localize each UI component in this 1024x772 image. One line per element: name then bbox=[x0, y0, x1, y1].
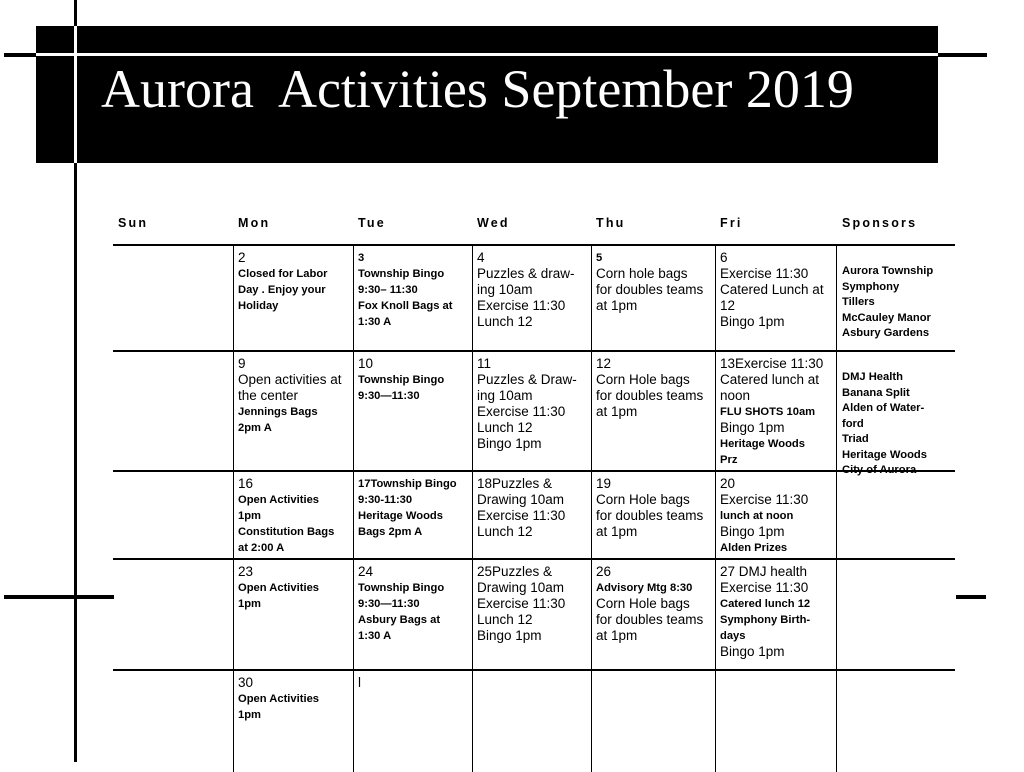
cell-line: Open Activities bbox=[238, 693, 320, 705]
cell-line: Heritage Woods bbox=[720, 438, 805, 450]
day-cell-tue bbox=[358, 250, 471, 330]
day-cell-fri bbox=[720, 250, 835, 330]
cell-line: Advisory Mtg 8:30 bbox=[596, 582, 693, 594]
cell-line: for doubles teams bbox=[596, 508, 704, 523]
sponsor-name: Asbury Gardens bbox=[842, 327, 930, 339]
cell-line: Symphony Birth- bbox=[720, 614, 811, 626]
cell-line: Closed for Labor bbox=[238, 268, 328, 280]
cell-line: l bbox=[358, 675, 361, 690]
cell-line: 9:30—11:30 bbox=[358, 598, 420, 610]
day-cell-wed bbox=[477, 250, 590, 330]
day-cell-tue bbox=[358, 564, 471, 644]
banner-inner-line bbox=[74, 26, 77, 163]
day-cell-thu bbox=[596, 356, 714, 420]
grid-col-line-5 bbox=[715, 244, 716, 772]
cell-line: 13Exercise 11:30 bbox=[720, 356, 824, 371]
cell-line: 1:30 A bbox=[358, 316, 392, 328]
cell-line: 20 bbox=[720, 476, 736, 491]
decor-top-right-line bbox=[937, 53, 987, 57]
cell-line: 1pm bbox=[238, 709, 262, 721]
banner-inner-hline bbox=[36, 53, 938, 56]
sponsor-name: Aurora Township bbox=[842, 265, 934, 277]
sponsor-name: Heritage Woods bbox=[842, 448, 927, 461]
cell-line: Bingo 1pm bbox=[720, 644, 785, 659]
header-wed: Wed bbox=[477, 216, 510, 230]
decor-mid-left-line bbox=[4, 595, 114, 599]
cell-line: 17Township Bingo bbox=[358, 478, 457, 490]
cell-line: at 2:00 A bbox=[238, 542, 285, 554]
cell-line: for doubles teams bbox=[596, 388, 704, 403]
cell-line: Catered lunch 12 bbox=[720, 598, 811, 610]
cell-line: 16 bbox=[238, 476, 254, 491]
cell-line: Corn Hole bags bbox=[596, 596, 690, 611]
cell-line: Bingo 1pm bbox=[477, 436, 542, 451]
cell-line: Township Bingo bbox=[358, 374, 445, 386]
cell-line: for doubles teams bbox=[596, 282, 704, 297]
cell-line: Asbury Bags at bbox=[358, 614, 441, 626]
cell-line: Exercise 11:30 bbox=[720, 492, 809, 507]
cell-line: Lunch 12 bbox=[477, 612, 533, 627]
cell-line: Holiday bbox=[238, 300, 279, 312]
grid-line-row-1 bbox=[113, 350, 955, 352]
day-cell-mon bbox=[238, 250, 352, 314]
day-cell-fri bbox=[720, 356, 835, 468]
cell-line: Bingo 1pm bbox=[720, 524, 785, 539]
cell-line: 2 bbox=[238, 250, 246, 265]
grid-line-top bbox=[113, 244, 955, 246]
cell-line: 30 bbox=[238, 675, 254, 690]
day-cell-tue bbox=[358, 476, 471, 540]
day-cell-fri bbox=[720, 564, 835, 660]
cell-line: Exercise 11:30 bbox=[720, 580, 809, 595]
sponsor-name: Banana Split bbox=[842, 386, 910, 399]
cell-line: days bbox=[720, 630, 746, 642]
cell-line: Puzzles & draw- bbox=[477, 266, 575, 281]
cell-line: 25Puzzles & bbox=[477, 564, 553, 579]
cell-line: Prz bbox=[720, 454, 738, 466]
day-cell-wed bbox=[477, 356, 590, 452]
day-cell-mon bbox=[238, 356, 352, 436]
sponsor-cell bbox=[842, 370, 957, 479]
grid-col-line-3 bbox=[472, 244, 473, 772]
header-tue: Tue bbox=[358, 216, 386, 230]
decor-top-left-line bbox=[4, 53, 38, 57]
cell-line: the center bbox=[238, 388, 299, 403]
cell-line: Exercise 11:30 bbox=[477, 596, 566, 611]
cell-line: Day . Enjoy your bbox=[238, 284, 326, 296]
cell-line: Lunch 12 bbox=[477, 524, 533, 539]
cell-line: Bingo 1pm bbox=[477, 628, 542, 643]
cell-line: 9:30– 11:30 bbox=[358, 284, 418, 296]
cell-line: for doubles teams bbox=[596, 612, 704, 627]
header-sponsors: Sponsors bbox=[842, 216, 918, 230]
decor-mid-right-line bbox=[956, 595, 986, 599]
grid-line-row-4 bbox=[113, 669, 955, 671]
day-cell-wed bbox=[477, 476, 590, 540]
cell-line: Bingo 1pm bbox=[720, 420, 785, 435]
cell-line: at 1pm bbox=[596, 524, 638, 539]
cell-line: 4 bbox=[477, 250, 485, 265]
sponsor-name: City of Aurora bbox=[842, 464, 917, 476]
sponsor-name: Alden of Water- bbox=[842, 402, 925, 414]
cell-line: 1pm bbox=[238, 598, 262, 610]
cell-line: 27 DMJ health bbox=[720, 564, 808, 579]
cell-line: 10 bbox=[358, 356, 374, 371]
cell-line: Puzzles & Draw- bbox=[477, 372, 577, 387]
cell-line: 23 bbox=[238, 564, 254, 579]
cell-line: 6 bbox=[720, 250, 728, 265]
cell-line: Corn hole bags bbox=[596, 266, 688, 281]
cell-line: Drawing 10am bbox=[477, 492, 565, 507]
sponsor-name: DMJ Health bbox=[842, 371, 903, 383]
cell-line: Drawing 10am bbox=[477, 580, 565, 595]
header-mon: Mon bbox=[238, 216, 271, 230]
cell-line: noon bbox=[720, 388, 751, 403]
cell-line: ing 10am bbox=[477, 388, 533, 403]
cell-line: Exercise 11:30 bbox=[477, 508, 566, 523]
sponsor-name: Symphony bbox=[842, 280, 900, 293]
sponsor-name: Tillers bbox=[842, 296, 875, 308]
cell-line: at 1pm bbox=[596, 404, 638, 419]
cell-line: Township Bingo bbox=[358, 268, 445, 280]
day-cell-thu bbox=[596, 250, 714, 314]
grid-col-line-6 bbox=[836, 244, 837, 772]
cell-line: Alden Prizes bbox=[720, 542, 788, 554]
day-cell-tue bbox=[358, 356, 471, 404]
grid-col-line-2 bbox=[353, 244, 354, 772]
day-cell-wed bbox=[477, 564, 590, 644]
day-cell-thu bbox=[596, 564, 714, 644]
cell-line: 12 bbox=[596, 356, 612, 371]
day-cell-tue bbox=[358, 675, 471, 691]
cell-line: Township Bingo bbox=[358, 582, 445, 594]
cell-line: Catered lunch at bbox=[720, 372, 820, 387]
day-cell-fri bbox=[720, 476, 835, 556]
cell-line: Bags 2pm A bbox=[358, 526, 423, 538]
cell-line: 9 bbox=[238, 356, 246, 371]
day-cell-thu bbox=[596, 476, 714, 540]
cell-line: at 1pm bbox=[596, 628, 638, 643]
cell-line: 5 bbox=[596, 252, 603, 264]
cell-line: FLU SHOTS 10am bbox=[720, 406, 816, 418]
cell-line: 11 bbox=[477, 356, 492, 371]
grid-line-row-2 bbox=[113, 470, 955, 472]
cell-line: Open Activities bbox=[238, 582, 320, 594]
grid-col-line-1 bbox=[233, 244, 234, 772]
cell-line: Corn Hole bags bbox=[596, 372, 690, 387]
cell-line: Heritage Woods bbox=[358, 510, 443, 522]
cell-line: Open activities at bbox=[238, 372, 342, 387]
grid-col-line-4 bbox=[591, 244, 592, 772]
cell-line: Lunch 12 bbox=[477, 314, 533, 329]
cell-line: Catered Lunch at bbox=[720, 282, 824, 297]
day-cell-mon bbox=[238, 675, 352, 723]
header-fri: Fri bbox=[720, 216, 743, 230]
cell-line: 9:30-11:30 bbox=[358, 494, 413, 506]
cell-line: Exercise 11:30 bbox=[477, 404, 566, 419]
cell-line: 19 bbox=[596, 476, 612, 491]
cell-line: 24 bbox=[358, 564, 374, 579]
page-title: Aurora Activities September 2019 bbox=[101, 59, 854, 119]
cell-line: 12 bbox=[720, 298, 736, 313]
day-cell-mon bbox=[238, 564, 352, 612]
cell-line: 26 bbox=[596, 564, 612, 579]
cell-line: 1:30 A bbox=[358, 630, 392, 642]
sponsor-name: Triad bbox=[842, 433, 869, 445]
cell-line: Exercise 11:30 bbox=[477, 298, 566, 313]
cell-line: Constitution Bags bbox=[238, 526, 335, 538]
header-sun: Sun bbox=[118, 216, 149, 230]
sponsor-cell bbox=[842, 264, 957, 342]
cell-line: Jennings Bags bbox=[238, 406, 318, 418]
grid-line-row-3 bbox=[113, 558, 955, 560]
cell-line: 1pm bbox=[238, 510, 262, 522]
cell-line: 3 bbox=[358, 252, 365, 264]
cell-line: 9:30—11:30 bbox=[358, 390, 420, 402]
cell-line: Exercise 11:30 bbox=[720, 266, 809, 281]
cell-line: Bingo 1pm bbox=[720, 314, 785, 329]
sponsor-name: ford bbox=[842, 417, 864, 430]
cell-line: Corn Hole bags bbox=[596, 492, 690, 507]
cell-line: ing 10am bbox=[477, 282, 533, 297]
cell-line: 18Puzzles & bbox=[477, 476, 553, 491]
header-thu: Thu bbox=[596, 216, 626, 230]
sponsor-name: McCauley Manor bbox=[842, 311, 931, 324]
cell-line: at 1pm bbox=[596, 298, 638, 313]
cell-line: lunch at noon bbox=[720, 510, 794, 522]
cell-line: 2pm A bbox=[238, 422, 272, 434]
day-cell-mon bbox=[238, 476, 352, 556]
cell-line: Lunch 12 bbox=[477, 420, 533, 435]
cell-line: Open Activities bbox=[238, 494, 320, 506]
cell-line: Fox Knoll Bags at bbox=[358, 300, 453, 312]
